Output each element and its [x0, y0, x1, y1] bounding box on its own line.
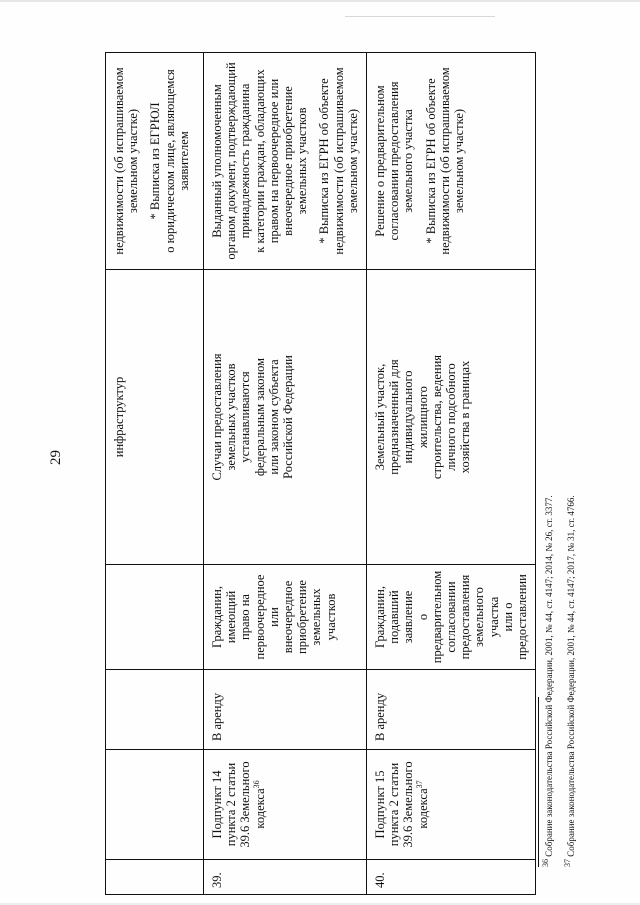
cell-line: Подпункт 14: [210, 770, 224, 839]
cell-line: пункта 2 статьи: [387, 762, 402, 847]
cell-line: земельных участков: [295, 107, 310, 215]
cell-line: внеочередное: [281, 580, 296, 654]
footnote-ref: 37: [414, 780, 424, 789]
cell-line: земельного участка: [472, 587, 501, 647]
footnote-ref: 36: [251, 780, 261, 789]
cell-line: Гражданин, имеющий: [210, 586, 239, 648]
footnote: [541, 495, 554, 867]
cell-line: приобретение: [295, 580, 310, 654]
services-table: [105, 52, 536, 895]
table-row: [204, 53, 367, 895]
cell-line: согласовании предоставления: [387, 81, 402, 241]
cell-line: Подпункт 15: [373, 770, 388, 839]
footnote: [563, 495, 576, 867]
cell-line: Гражданин,: [373, 586, 388, 648]
cell-line: земельных участков: [309, 588, 338, 646]
cell-ground: [204, 750, 367, 860]
row-number: 40.: [367, 860, 536, 895]
cell-line: земельного участка: [401, 109, 416, 213]
cell-num-empty: [106, 860, 204, 895]
cell-ground-empty: [106, 750, 204, 860]
cell-line: заявителем: [176, 131, 191, 191]
cell-line: строительства, ведения: [429, 354, 444, 480]
cell-line: к категории граждан, обладающих: [252, 69, 267, 253]
cell-line: предназначенный для: [387, 359, 402, 475]
cell-line: кодекса$^{37}$: [414, 780, 430, 829]
cell-docs: [204, 53, 367, 270]
cell-line: предоставления: [458, 574, 473, 660]
cell-line: личного подсобного: [444, 363, 459, 471]
cell-line: правом на первоочередное или: [266, 78, 281, 244]
cell-line: земельном участке): [345, 108, 360, 214]
cell-line: 39.6 Земельного: [238, 761, 253, 848]
cell-line: или о предоставлении: [500, 574, 530, 660]
cell-kind-empty: [106, 670, 204, 750]
cell-kind: В аренду: [367, 670, 536, 750]
cell-line: согласовании: [444, 581, 459, 653]
cell-line: или законом субъекта: [266, 359, 281, 475]
cell-applicant: [204, 565, 367, 670]
page-number: 29: [48, 450, 64, 465]
cell-line: Случаи предоставления: [210, 353, 224, 481]
line-gap: [140, 57, 148, 265]
cell-line: Земельный участок,: [373, 363, 388, 471]
cell-line: принадлежность гражданина: [238, 83, 253, 239]
cell-line: 39.6 Земельного: [401, 761, 416, 848]
footnote-mark: 36: [541, 859, 550, 867]
footnote-rule: [538, 697, 539, 867]
line-gap: [309, 57, 317, 265]
cell-line: устанавливаются: [238, 371, 253, 463]
basis-text: инфраструктур: [112, 376, 126, 458]
footnote-mark: 37: [563, 859, 572, 867]
cell-line: земельном участке): [452, 108, 467, 214]
row-number: 39.: [204, 860, 367, 895]
line-gap: [416, 57, 424, 265]
footnote-text: Собрание законодательства Российской Федерации, 2001, № 44, ст. 4147; 2014, № 26, ст. 3377.: [544, 495, 554, 857]
cell-line: внеочередное приобретение: [281, 86, 296, 236]
cell-applicant: [367, 565, 536, 670]
cell-line: * Выписка из ЕГРЮЛ: [148, 102, 163, 220]
cell-line: недвижимости (об испрашиваемом: [112, 67, 126, 255]
cell-line: недвижимости (об испрашиваемом: [331, 67, 346, 255]
cell-line: * Выписка из ЕГРН об объекте: [317, 78, 332, 244]
cell-line: * Выписка из ЕГРН об объекте: [423, 78, 438, 244]
cell-docs: [367, 53, 536, 270]
cell-docs: [106, 53, 204, 270]
footnote-text: Собрание законодательства Российской Федерации, 2001, № 44, ст. 4147; 2017, № 31, ст. 4766.: [566, 495, 576, 857]
cell-line: Российской Федерации: [281, 355, 296, 479]
cell-line: кодекса$^{36}$: [251, 780, 267, 829]
cell-line: Решение о предварительном: [373, 85, 388, 237]
cell-kind: В аренду: [204, 670, 367, 750]
cell-line: первоочередное или: [252, 574, 281, 660]
cell-line: о юридическом лице, являющемся: [162, 69, 177, 253]
cell-line: органом документ, подтверждающий: [224, 62, 239, 260]
cell-line: федеральным законом: [252, 357, 267, 477]
table-row: [367, 53, 536, 895]
cell-ground: [367, 750, 536, 860]
cell-basis: [106, 270, 204, 565]
cell-line: земельном участке): [126, 108, 141, 214]
cell-line: право на: [238, 594, 253, 640]
cell-line: о предварительном: [415, 570, 444, 664]
cell-applicant-empty: [106, 565, 204, 670]
cell-line: Выданный уполномоченным: [210, 84, 224, 238]
cell-line: жилищного: [415, 386, 430, 448]
cell-line: земельных участков: [224, 363, 239, 471]
cell-basis: [367, 270, 536, 565]
cell-line: хозяйства в границах: [458, 360, 473, 474]
cell-line: индивидуального: [401, 370, 416, 464]
cell-line: подавший заявление: [387, 590, 416, 644]
table-row: [106, 53, 204, 895]
cell-line: пункта 2 статьи: [224, 762, 239, 847]
cell-line: недвижимости (об испрашиваемом: [437, 67, 452, 255]
cell-basis: [204, 270, 367, 565]
